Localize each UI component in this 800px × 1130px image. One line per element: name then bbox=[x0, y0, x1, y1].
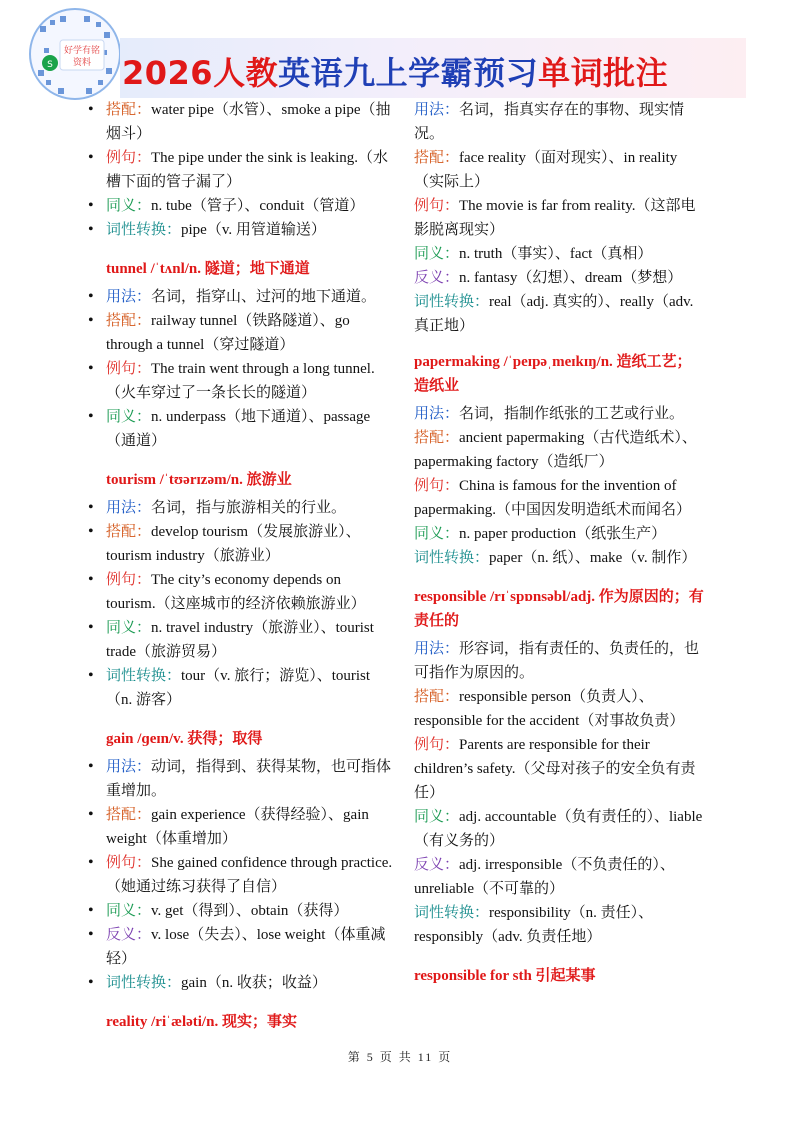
tourism-entry bbox=[88, 496, 393, 712]
pipe-entry bbox=[88, 98, 393, 242]
logo-text-2: 资料 bbox=[72, 58, 92, 68]
list-item: 词性转换：responsibility（n. 责任）、responsibly（adv. 负责任地） bbox=[414, 905, 654, 945]
list-item: 搭配：ancient papermaking（古代造纸术）、papermaking factory（造纸厂） bbox=[414, 430, 697, 470]
list-item: 用法：名词，指制作纸张的工艺或行业。 bbox=[414, 406, 685, 422]
list-item: 搭配：responsible person（负责人）、responsible for the accident（对事故负责） bbox=[414, 689, 685, 729]
list-item: • 反义：v. lose（失去）、lose weight（体重减轻） bbox=[88, 923, 393, 971]
list-item: 同义：n. truth（事实）、fact（真相） bbox=[414, 246, 653, 262]
list-item: 反义：adj. irresponsible（不负责任的）、unreliable（不可靠的） bbox=[414, 857, 675, 897]
responsible-entry bbox=[414, 637, 704, 949]
list-item: 例句：Parents are responsible for their children’s safety.（父母对孩子的安全负有责任） bbox=[414, 737, 696, 801]
list-item: • 例句：The city’s economy depends on tourism.（这座城市的经济依赖旅游业） bbox=[88, 568, 393, 616]
list-item: 搭配：face reality（面对现实）、in reality（实际上） bbox=[414, 150, 678, 190]
list-item: • 搭配：gain experience（获得经验）、gain weight（体重增加） bbox=[88, 803, 393, 851]
list-item: • 搭配：water pipe（水管）、smoke a pipe（抽烟斗） bbox=[88, 98, 393, 146]
list-item: • 同义：n. tube（管子）、conduit（管道） bbox=[88, 194, 393, 218]
list-item: 同义：n. paper production（纸张生产） bbox=[414, 526, 667, 542]
page-title: 2026人教英语九上学霸预习单词批注 bbox=[122, 54, 669, 92]
list-item: • 词性转换：pipe（v. 用管道输送） bbox=[88, 218, 393, 242]
phrase-heading-responsible-for-sth: responsible for sth 引起某事 bbox=[414, 968, 596, 984]
list-item: 用法：名词，指真实存在的事物、现实情况。 bbox=[414, 102, 685, 142]
word-heading-tourism: tourism /ˈtʊərɪzəm/n. 旅游业 bbox=[106, 472, 292, 488]
list-item: • 同义：n. travel industry（旅游业）、tourist trade（旅游贸易） bbox=[88, 616, 393, 664]
list-item: • 用法：名词，指与旅游相关的行业。 bbox=[88, 496, 393, 520]
list-item: • 用法：名词，指穿山、过河的地下通道。 bbox=[88, 285, 393, 309]
list-item: 用法：形容词，指有责任的、负责任的，也可指作为原因的。 bbox=[414, 641, 700, 681]
list-item: • 例句：The pipe under the sink is leaking.（水槽下面的管子漏了） bbox=[88, 146, 393, 194]
logo-qr-badge bbox=[26, 6, 124, 102]
left-column bbox=[88, 98, 393, 1038]
word-heading-responsible: responsible /rɪˈspɒnsəbl/adj. 作为原因的；有责任的 bbox=[414, 589, 704, 629]
tunnel-entry bbox=[88, 285, 393, 453]
gain-entry bbox=[88, 755, 393, 995]
list-item: 反义：n. fantasy（幻想）、dream（梦想） bbox=[414, 270, 683, 286]
list-item: • 搭配：develop tourism（发展旅游业）、tourism industry（旅游业） bbox=[88, 520, 393, 568]
list-item: • 同义：n. underpass（地下通道）、passage（通道） bbox=[88, 405, 393, 453]
papermaking-entry bbox=[414, 402, 704, 570]
reality-entry bbox=[414, 98, 704, 338]
word-heading-papermaking: papermaking /ˈpeɪpəˌmeɪkɪŋ/n. 造纸工艺；造纸业 bbox=[414, 354, 692, 394]
list-item: 同义：adj. accountable（负有责任的）、liable（有义务的） bbox=[414, 809, 703, 849]
list-item: • 同义：v. get（得到）、obtain（获得） bbox=[88, 899, 393, 923]
page-footer: 第 5 页 共 11 页 bbox=[347, 1050, 453, 1064]
logo-text-1: 好学有铭 bbox=[63, 46, 101, 56]
svg-text:S: S bbox=[47, 60, 53, 70]
list-item: • 用法：动词，指得到、获得某物，也可指体重增加。 bbox=[88, 755, 393, 803]
word-heading-gain: gain /ɡeɪn/v. 获得；取得 bbox=[106, 731, 263, 747]
word-heading-reality: reality /riˈæləti/n. 现实；事实 bbox=[106, 1014, 297, 1030]
list-item: 例句：China is famous for the invention of papermaking.（中国因发明造纸术而闻名） bbox=[414, 478, 692, 518]
list-item: • 词性转换：gain（n. 收获；收益） bbox=[88, 971, 393, 995]
right-column bbox=[414, 98, 704, 992]
word-heading-tunnel: tunnel /ˈtʌnl/n. 隧道；地下通道 bbox=[106, 261, 310, 277]
list-item: 词性转换：paper（n. 纸）、make（v. 制作） bbox=[414, 550, 697, 566]
list-item: 例句：The movie is far from reality.（这部电影脱离现实） bbox=[414, 198, 696, 238]
list-item: • 搭配：railway tunnel（铁路隧道）、go through a tunnel（穿过隧道） bbox=[88, 309, 393, 357]
list-item: • 例句：The train went through a long tunnel.（火车穿过了一条长长的隧道） bbox=[88, 357, 393, 405]
list-item: 词性转换：real（adj. 真实的）、really（adv. 真正地） bbox=[414, 294, 694, 334]
list-item: • 例句：She gained confidence through practice.（她通过练习获得了自信） bbox=[88, 851, 393, 899]
list-item: • 词性转换：tour（v. 旅行；游览）、tourist（n. 游客） bbox=[88, 664, 393, 712]
